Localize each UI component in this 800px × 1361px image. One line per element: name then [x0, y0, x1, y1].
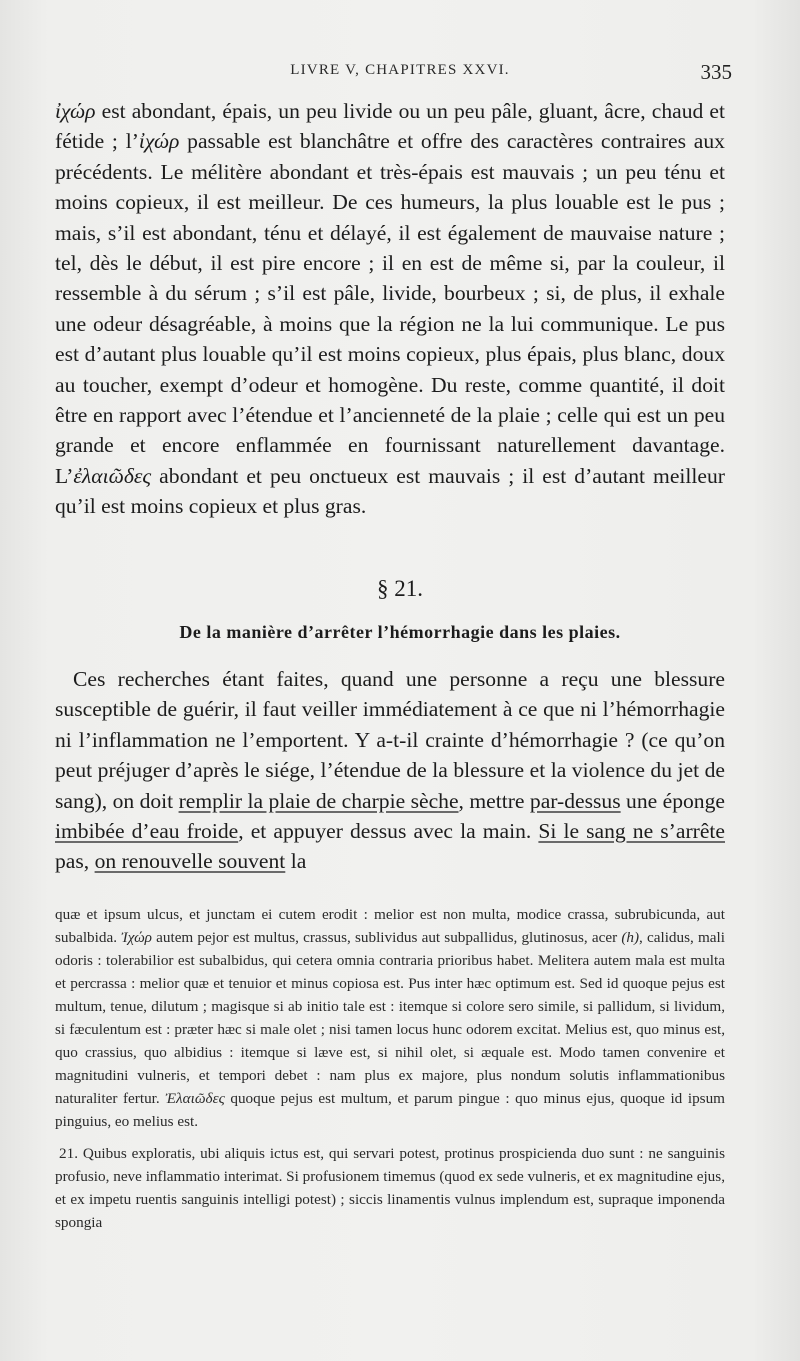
text-run: passable est blanchâtre et offre des caractères contraires aux précédents. Le mélitère abondant et très-épais est mauvais ; un peu ténu et moins copieux, il est meilleur. De ces humeurs, la plus louable est le pus ; mais, s’il est abondant, ténu et délayé, il est également de mauvaise nature ; tel, dès le début, il est pire encore ; il en est de même si, par la couleur, il ressemble à du sérum ; s’il est pâle, livide, bourbeux ; si, de plus, il exhale une odeur désagréable, à moins que la région ne la lui communique. Le pus est d’autant plus louable qu’il est moins copieux, plus épais, plus blanc, doux au toucher, exempt d’odeur et homogène. Du reste, comme quantité, il doit être en rapport avec l’étendue et l’ancienneté de la plaie ; celle qui est un peu grande et encore enflammée en fournissant naturellement davantage. L’: [55, 129, 725, 488]
page-header: [0, 60, 800, 86]
text-run: quæ et ipsum ulcus, et junctam ei cutem erodit : melior est non multa, modice crassa, subrubicunda, aut subalbida.: [55, 906, 725, 946]
underlined-phrase: on renouvelle souvent: [94, 849, 286, 874]
greek-term: Ἐλαιῶδες: [165, 1090, 225, 1107]
note-number: 21.: [59, 1145, 78, 1162]
greek-term: ἰχώρ: [55, 99, 96, 123]
latin-note-1: [55, 903, 725, 1133]
footnote-reference: (h): [621, 929, 640, 946]
text-run: abondant et peu onctueux est mauvais ; il est d’autant meilleur qu’il est moins copieux et plus gras.: [55, 463, 725, 519]
underlined-phrase: imbibée d’eau froide: [55, 819, 239, 844]
text-run: autem pejor est multus, crassus, sublividus aut subpallidus, glutinosus, acer: [151, 929, 622, 946]
paragraph-humors: [55, 96, 725, 522]
section-number: § 21.: [377, 576, 423, 601]
running-title: LIVRE V, CHAPITRES XXVI.: [290, 62, 510, 78]
greek-term: ἰχώρ: [138, 129, 180, 154]
main-text-block: [55, 96, 725, 522]
text-run: pas,: [55, 849, 95, 874]
text-run: quoque pejus est multum, et parum pingue : quo minus ejus, quoque id ipsum pinguius, eo melius est.: [55, 1090, 725, 1130]
text-run: est abondant, épais, un peu livide ou un peu pâle, gluant, âcre, chaud et fétide ; l’: [55, 99, 725, 154]
greek-term: ἐλαιῶδες: [73, 463, 152, 488]
text-run: une éponge: [620, 788, 725, 813]
text-run: , mettre: [458, 788, 530, 813]
paragraph-hemorrhage: [55, 664, 725, 877]
underlined-phrase: remplir la plaie de charpie sèche: [178, 788, 459, 813]
section-text-block: [55, 664, 725, 877]
page-number: 335: [700, 60, 732, 84]
underlined-phrase: Si le sang ne s’arrête: [538, 819, 725, 844]
latin-note-2: [55, 1142, 725, 1234]
greek-term: Ἰχώρ: [121, 929, 152, 946]
text-run: Ces recherches étant faites, quand une personne a reçu une blessure susceptible de guérir, il faut veiller immédiatement à ce que ni l’hémorrhagie ni l’inflammation ne l’emportent. Y a-t-il crainte d’hémorrhagie ? (ce qu’on peut préjuger d’après le siége, l’étendue de la blessure et la violence du jet de sang), on doit: [55, 667, 725, 813]
section-title: De la manière d’arrêter l’hémorrhagie dans les plaies.: [179, 622, 621, 642]
text-run: la: [285, 849, 307, 874]
text-run: , calidus, mali odoris : tolerabilior est subalbidus, qui cetera omnia contraria prioribus habet. Melitera autem mala est multa et percrassa : melior quæ et tenuior et minus copiosa est. Pus inter hæc optimum est. Sed id quoque pejus est multum, tenue, dilutum ; magisque si ab initio tale est : itemque si colore sero simile, si pallidum, si lividum, si fæculentum est : præter hæc si male olet ; nisi tamen locus hunc odorem excitat. Melius est, quo minus est, quo crassius, quo albidius : itemque si læve est, si nihil olet, si æquale est. Modo tamen convenire et magnitudini vulneris, et tempori debet : nam plus ex majore, plus nondum solutis inflammationibus naturaliter fertur.: [55, 929, 725, 1107]
underlined-phrase: par-dessus: [529, 788, 621, 813]
latin-notes: [55, 903, 725, 1234]
text-run: Quibus exploratis, ubi aliquis ictus est, qui servari potest, protinus prospicienda duo sunt : ne sanguinis profusio, neve inflammatio interimat. Si profusionem timemus (quod ex sede vulneris, et ex magnitudine ejus, et ex impetu ruentis sanguinis intelligi potest) ; siccis linamentis vulnus implendum est, supraque imponenda spongia: [55, 1145, 725, 1231]
text-run: , et appuyer dessus avec la main.: [238, 819, 539, 844]
